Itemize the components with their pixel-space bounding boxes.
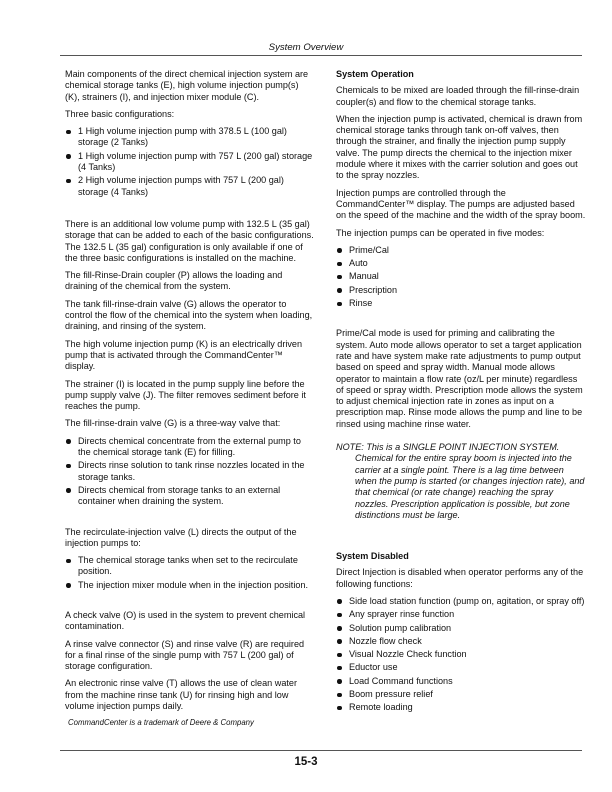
list-item: Nozzle flow check (336, 636, 586, 647)
list-item: Manual (336, 271, 586, 282)
system-operation-heading: System Operation (336, 69, 414, 79)
tank-valve-paragraph: The tank fill-rinse-drain valve (G) allows the operator to control the flow of the chemical into the system when loading, draining, and rinsing of the system. (65, 298, 313, 332)
configs-list (65, 126, 315, 198)
electronic-valve-paragraph: An electronic rinse valve (T) allows the use of clean water from the machine rinse tank (U) for rinsing high and low volume injection pumps daily. (65, 678, 297, 712)
list-item: Load Command functions (336, 676, 586, 687)
modes-description: Prime/Cal mode is used for priming and calibrating the system. Auto mode allows operator to set a target application rate and have system make rate adjustments to pump output based on speed and spray width. Manual mode allows operator to maintain a flow rate (oz/L per minute) regardless of speed or spray width. Prescription mode allows the system to adjust chemical injection rate in zones as input on a prescription map. Rinse mode allows the pump and line to be rinsed using machine rinse water. (336, 328, 583, 429)
list-item: Directs chemical from storage tanks to an external container when draining the system. (65, 485, 315, 508)
list-item: Boom pressure relief (336, 689, 586, 700)
note-first-line: NOTE: This is a SINGLE POINT INJECTION SYSTEM. (336, 442, 560, 453)
intro-paragraph: Main components of the direct chemical injection system are chemical storage tanks (E), high volume injection pump(s) (K), strainers (I), and injection mixer module (C). (65, 69, 309, 102)
list-item: Prime/Cal (336, 245, 586, 256)
page-number: 15-3 (294, 756, 318, 768)
recirc-list (65, 555, 315, 591)
modes-intro: The injection pumps can be operated in five modes: (336, 227, 545, 238)
operation-paragraph-1: Chemicals to be mixed are loaded through the fill-rinse-drain coupler(s) and flow to the chemical storage tanks. (336, 85, 580, 107)
high-volume-paragraph: The high volume injection pump (K) is an electrically driven pump that is activated through the CommandCenter™ display. (65, 338, 303, 372)
low-volume-paragraph: There is an additional low volume pump with 132.5 L (35 gal) storage that can be added to each of the basic configurations. The 132.5 L (35 gal) configuration is only available if one of the three basic configurations is installed on the machine. (65, 218, 314, 263)
three-way-paragraph: The fill-rinse-drain valve (G) is a three-way valve that: (65, 418, 281, 429)
list-item: Any sprayer rinse function (336, 609, 586, 620)
list-item: Directs chemical concentrate from the external pump to the chemical storage tank (E) for filling. (65, 436, 315, 459)
list-item: Visual Nozzle Check function (336, 649, 586, 660)
system-disabled-heading: System Disabled (336, 551, 409, 562)
list-item: The injection mixer module when in the injection position. (65, 580, 315, 591)
recirc-paragraph: The recirculate-injection valve (L) directs the output of the injection pumps to: (65, 526, 297, 548)
coupler-paragraph: The fill-Rinse-Drain coupler (P) allows the loading and draining of the chemical from the system. (65, 270, 283, 292)
left-column (65, 69, 315, 728)
list-item: Solution pump calibration (336, 623, 586, 634)
list-item: The chemical storage tanks when set to the recirculate position. (65, 555, 315, 578)
right-column (336, 69, 586, 720)
configs-title: Three basic configurations: (65, 108, 175, 119)
modes-list (336, 245, 586, 309)
list-item: Prescription (336, 285, 586, 296)
list-item: 1 High volume injection pump with 378.5 L (100 gal) storage (2 Tanks) (65, 126, 315, 149)
list-item: Eductor use (336, 662, 586, 673)
header-divider (60, 55, 582, 56)
operation-paragraph-2: When the injection pump is activated, chemical is drawn from chemical storage tanks through tank on-off valves, then through the strainer, and finally the injection pump supply valve. The pump directs the chemical to the injection mixer module where it mixes with the carrier solution and goes out to the spray nozzles. (336, 113, 583, 181)
trademark-note: CommandCenter is a trademark of Deere & Company (68, 718, 254, 728)
list-item: 2 High volume injection pumps with 757 L (200 gal) storage (4 Tanks) (65, 175, 315, 198)
list-item: Side load station function (pump on, agitation, or spray off) (336, 596, 586, 607)
page-header (0, 40, 612, 60)
note-body: Chemical for the entire spray boom is injected into the carrier at a single point. There is a lag time between when the pump is started (or changes injection rate), and that chemical (or rate change) reaching the spray nozzles. Prescription application is possible, but zone distinctions must be large. (355, 453, 585, 520)
page-header-title: System Overview (268, 42, 344, 53)
injection-note (336, 442, 586, 521)
list-item: Directs rinse solution to tank rinse nozzles located in the storage tanks. (65, 460, 315, 483)
list-item: 1 High volume injection pump with 757 L (200 gal) storage (4 Tanks) (65, 151, 315, 174)
footer-divider (60, 750, 582, 751)
disabled-list (336, 596, 586, 714)
list-item: Auto (336, 258, 586, 269)
operation-paragraph-3: Injection pumps are controlled through the CommandCenter™ display. The pumps are adjusted based on the speed of the machine and the width of the spray boom. (336, 187, 586, 221)
list-item: Rinse (336, 298, 586, 309)
rinse-valve-paragraph: A rinse valve connector (S) and rinse valve (R) are required for a final rinse of the single pump with 757 L (200 gal) of storage configuration. (65, 638, 305, 672)
check-valve-paragraph: A check valve (O) is used in the system to prevent chemical contamination. (65, 609, 306, 632)
strainer-paragraph: The strainer (I) is located in the pump supply line before the pump supply valve (J). The filter removes sediment before it reaches the pump. (65, 378, 306, 412)
disabled-intro: Direct Injection is disabled when operator performs any of the following functions: (336, 567, 584, 589)
three-way-list (65, 436, 315, 508)
list-item: Remote loading (336, 702, 586, 713)
